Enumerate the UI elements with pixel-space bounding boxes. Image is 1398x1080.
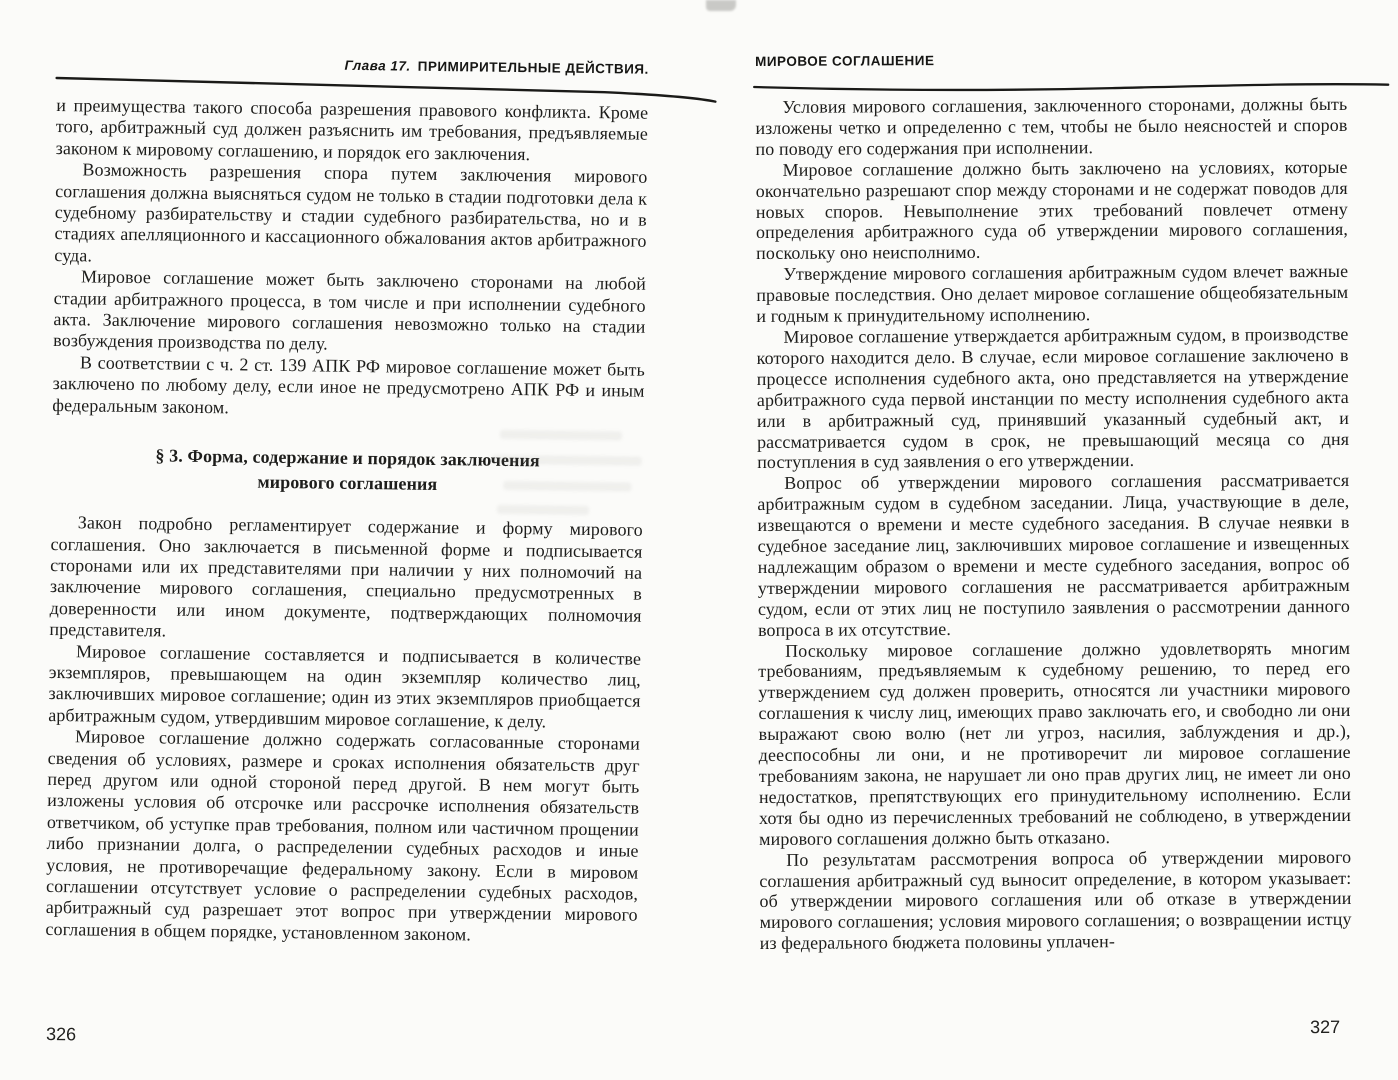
page-right — [755, 47, 1352, 1038]
body-paragraph: Мировое соглашение составляется и подписывается в количестве экземпляров, превышающем на один экземпляр количество лиц, заключивших мировое соглашение; один из этих экземпляров приобщается арбитражным судом, утвердившим мировое соглашение, к делу. — [48, 640, 642, 732]
page-left — [45, 50, 649, 1045]
page-number-right: 327 — [1310, 1016, 1341, 1038]
body-paragraph: Утверждение мирового соглашения арбитражным судом влечет важные правовые последствия. Оно делает мировое соглашение общеобязательным и годным к принудительному исполнению. — [756, 261, 1349, 327]
body-paragraph: По результатам рассмотрения вопроса об утверждении мирового соглашения арбитражный суд выносит определение, в котором указывает: об утверждении мирового соглашения или об отказе в утверждении мирового соглашения; условия мирового соглашения; о возвращении истцу из федерального бюджета половины уплачен- — [759, 846, 1352, 954]
section-heading-line1: § 3. Форма, содержание и порядок заключения — [155, 445, 540, 471]
scan-smudge — [706, 0, 736, 11]
running-head-chapter: Глава 17. — [344, 57, 411, 74]
body-paragraph: и преимущества такого способа разрешения правового конфликта. Кроме того, арбитражный суд должен разъяснить им требования, предъявляемые законом к мировому соглашению, и порядок его заключения. — [55, 94, 649, 165]
page-body-left — [45, 95, 648, 948]
body-paragraph: Вопрос об утверждении мирового соглашения рассматривается арбитражным судом в судебном заседании. Лица, участвующие в деле, извещаются о времени и месте судебного заседания. В случае неявки в судебное заседание лиц, заключивших мировое соглашение и извещенных надлежащим образом о времени и месте судебного заседания, вопрос об утверждении мирового соглашения не рассматривается арбитражным судом, если от этих лиц не поступило заявления о рассмотрении данного вопроса в их отсутствие. — [757, 470, 1350, 640]
body-paragraph: Закон подробно регламентирует содержание и форму мирового соглашения. Оно заключается в письменной форме и подписывается сторонами или их представителями при наличии у них полномочий на заключение мирового соглашения, специально предусмотренных в доверенности или ином документе, подтверждающих полномочия представителя. — [49, 512, 643, 641]
page-number-left: 326 — [45, 1023, 77, 1045]
body-paragraph: В соответствии с ч. 2 ст. 139 АПК РФ мировое соглашение может быть заключено по любому делу, если иное не предусмотрено АПК РФ и иным федеральным законом. — [52, 352, 645, 417]
body-paragraph: Мировое соглашение должно содержать согласованные сторонами сведения об условиях, размере и сроках исполнения обязательств друг перед другом или одной стороной перед другой. В нем могут быть изложены условия об отсрочке или рассрочке исполнения обязательств ответчиком, об уступке прав требования, полном или частичном прощении либо признании долга, о распределении судебных расходов и иные условия, не противоречащие федеральному закону. Если в мировом соглашении отсутствует условие о распределении судебных расходов, арбитражный суд разрешает этот вопрос при утверждении мирового соглашения в общем порядке, установленном законом. — [45, 726, 641, 945]
page-body-right — [755, 94, 1351, 954]
body-paragraph: Мировое соглашение утверждается арбитражным судом, в производстве которого находится дело. В случае, если мировое соглашение заключено в процессе исполнения судебного акта, оно представляется на утверждение арбитражного суда первой инстанции по месту исполнения судебного акта или в арбитражный суд, принявший указанный судебный акт, и рассматривается судом в срок, не превышающий месяца со дня поступления в суд заявления о его утверждении. — [756, 323, 1350, 473]
body-paragraph: Мировое соглашение должно быть заключено на условиях, которые окончательно разрешают спор между сторонами и не содержат поводов для новых споров. Невыполнение этих требований повлечет отмену определения арбитражного суда об утверждении мирового соглашения, поскольку оно неисполнимо. — [755, 156, 1348, 264]
body-paragraph: Мировое соглашение может быть заключено сторонами на любой стадии арбитражного процесса, в том числе и при исполнении судебного акта. Заключение мирового соглашения невозможно только на стадии возбуждения производства по делу. — [53, 266, 647, 355]
section-heading-line2: мирового соглашения — [257, 471, 438, 495]
section-heading — [51, 442, 644, 500]
body-paragraph: Поскольку мировое соглашение должно удовлетворять многим требованиям, предъявляемым к судебному решению, то перед его утверждением суд должен проверить, относятся ли участники мирового соглашения к числу лиц, имеющих право заключать его, и свободно ли они выражают свою волю (нет ли угроз, насилия, заблуждения и др.), дееспособны ли они, и не противоречит ли мировое соглашение требованиям закона, не нарушает ли оно прав других лиц, не имеет ли оно недостатков, препятствующих его принудительному исполнению. Если хотя бы одно из перечисленных требований не соблюдено, в утверждении мирового соглашения должно быть отказано. — [758, 637, 1352, 849]
running-head-left — [57, 54, 649, 77]
running-head-right: МИРОВОЕ СОГЛАШЕНИЕ — [755, 53, 935, 69]
body-paragraph: Условия мирового соглашения, заключенного сторонами, должны быть изложены четко и определенно с тем, чтобы не было неясностей и споров по поводу его содержания при исполнении. — [755, 93, 1348, 159]
running-head-title: ПРИМИРИТЕЛЬНЫЕ ДЕЙСТВИЯ. — [417, 58, 649, 77]
body-paragraph: Возможность разрешения спора путем заключения мирового соглашения должна выясняться судом не только в стадии подготовки дела к судебному разбирательству и стадии судебного разбирательства, но и в стадиях апелляционного и кассационного обжалования актов арбитражного суда. — [54, 159, 648, 266]
